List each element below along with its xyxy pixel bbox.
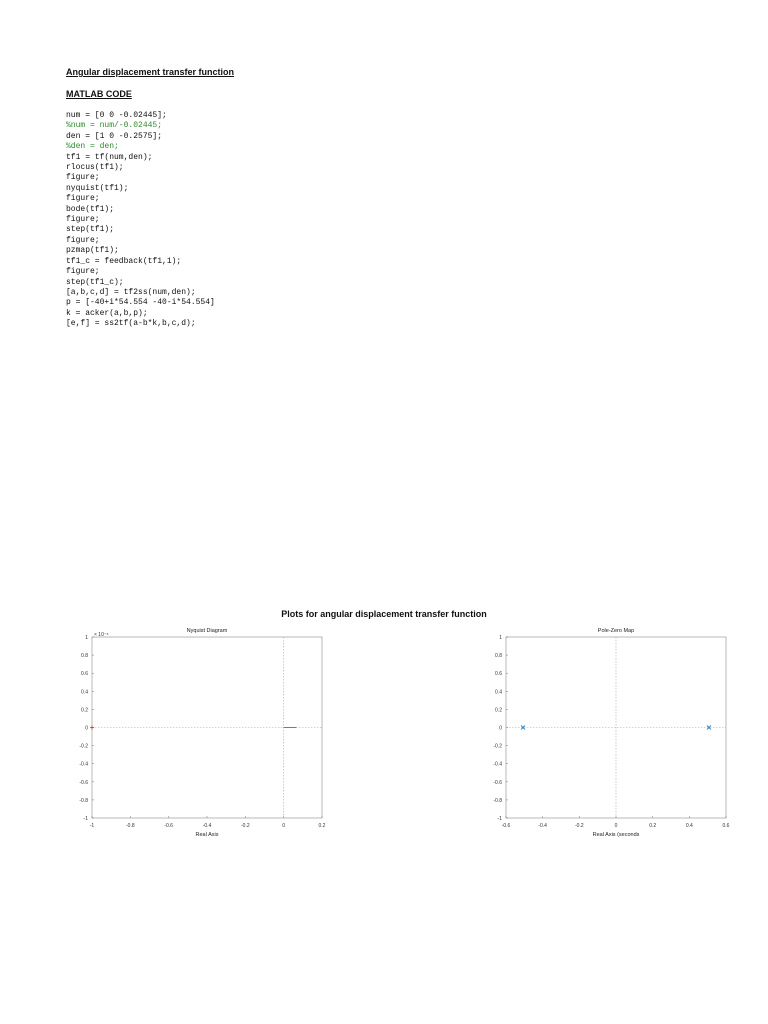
code-line: figure; — [66, 194, 100, 204]
code-line: tf1 = tf(num,den); — [66, 152, 153, 162]
code-comment-line: %num = num/-0.02445; — [66, 121, 163, 131]
y-tick-label: 0 — [85, 725, 88, 732]
code-line: figure; — [66, 215, 100, 225]
code-line: [a,b,c,d] = tf2ss(num,den); — [66, 287, 196, 297]
chart-0 — [79, 628, 325, 838]
y-tick-label: 0.6 — [495, 671, 502, 678]
code-line: p = [-40+i*54.554 -40-i*54.554] — [66, 298, 215, 308]
document-title: Angular displacement transfer function — [66, 67, 235, 77]
x-tick-label: -0.8 — [126, 823, 135, 829]
code-line: [e,f] = ss2tf(a-b*k,b,c,d); — [66, 319, 196, 329]
y-tick-label: -0.8 — [79, 797, 88, 804]
code-line: rlocus(tf1); — [66, 163, 124, 173]
x-tick-label: -0.4 — [538, 823, 547, 829]
x-axis-label: Real Axis (seconds — [592, 832, 640, 838]
code-line: num = [0 0 -0.02445]; — [66, 111, 167, 120]
x-tick-label: -0.2 — [241, 823, 250, 829]
y-tick-label: 1 — [85, 635, 88, 641]
code-line: figure; — [66, 173, 100, 183]
y-tick-label: -0.8 — [493, 797, 502, 804]
code-heading: MATLAB CODE — [66, 89, 132, 99]
code-comment-line: %den = den; — [66, 142, 119, 152]
y-tick-label: -0.4 — [493, 761, 502, 768]
code-line: figure; — [66, 267, 100, 277]
x-tick-label: -0.4 — [202, 823, 212, 829]
y-tick-label: 1 — [499, 635, 502, 641]
x-tick-label: 0.4 — [685, 823, 693, 829]
y-tick-label: 0.4 — [81, 689, 88, 696]
chart-1 — [493, 628, 729, 838]
y-tick-label: 0.6 — [81, 671, 88, 678]
y-tick-label: 0.2 — [495, 707, 502, 714]
code-line: step(tf1); — [66, 225, 115, 235]
x-tick-label: 0.6 — [722, 823, 730, 829]
x-tick-label: 0 — [282, 823, 286, 829]
y-tick-label: -1 — [497, 816, 502, 822]
x-tick-label: -0.2 — [575, 823, 584, 829]
y-tick-label: -1 — [83, 816, 88, 822]
x-tick-label: 0.2 — [318, 823, 326, 829]
y-tick-label: -0.2 — [79, 743, 88, 750]
code-line: nyquist(tf1); — [66, 183, 129, 193]
y-tick-label: -0.6 — [493, 779, 502, 786]
y-tick-label: 0 — [499, 725, 502, 732]
code-line: k = acker(a,b,p); — [66, 308, 148, 318]
code-line: pzmap(tf1); — [66, 246, 119, 256]
x-tick-label: 0.2 — [649, 823, 657, 829]
y-tick-label: -0.4 — [79, 761, 88, 768]
y-tick-label: -0.6 — [79, 779, 88, 786]
y-tick-label: 0.4 — [495, 689, 502, 696]
chart-title: Pole-Zero Map — [597, 628, 635, 634]
y-tick-label: 0.8 — [81, 653, 88, 660]
y-tick-label: -0.2 — [493, 743, 502, 750]
code-line: figure; — [66, 235, 100, 245]
y-exponent-label: × 10⁻⁶ — [94, 632, 109, 638]
plots-heading: Plots for angular displacement transfer function — [281, 609, 487, 619]
x-tick-label: -0.6 — [501, 823, 511, 829]
chart-title: Nyquist Diagram — [186, 628, 228, 634]
x-tick-label: 0 — [614, 823, 618, 829]
code-line: tf1_c = feedback(tf1,1); — [66, 256, 182, 266]
code-line: den = [1 0 -0.2575]; — [66, 131, 163, 141]
x-tick-label: -1 — [89, 823, 95, 829]
x-axis-label: Real Axis — [195, 832, 219, 838]
code-line: step(tf1_c); — [66, 277, 124, 287]
y-tick-label: 0.2 — [81, 707, 88, 714]
code-line: bode(tf1); — [66, 204, 115, 214]
y-tick-label: 0.8 — [495, 653, 502, 660]
x-tick-label: -0.6 — [164, 823, 173, 829]
